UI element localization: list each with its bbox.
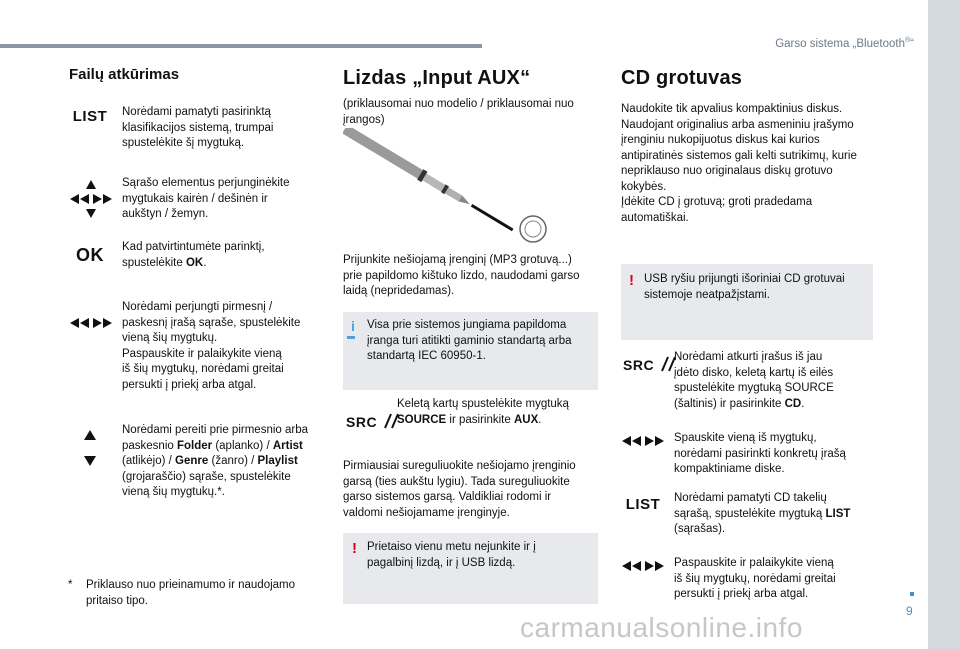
page-number: 9 — [906, 604, 913, 618]
header-rule — [0, 44, 482, 48]
volume-instructions: Pirmiausiai sureguliuokite nešiojamo įrenginio garsą (ties aukštu lygiu). Tada sureguliuokite garso sistemos garsą. Valdikliai rodomi ir valdomi nešiojamame įrenginyje. — [343, 460, 576, 519]
warning-box-usb-cd — [621, 264, 873, 340]
warning-icon: ! — [629, 272, 634, 289]
ok-description: Kad patvirtintumėte parinktį, spustelėkite OK. — [122, 241, 265, 269]
info-standards-text: Visa prie sistemos jungiama papildoma įranga turi atitikti gaminio standartą arba standartą IEC 60950-1. — [367, 319, 572, 362]
fast-seek-description: Paspauskite ir palaikykite vieną iš šių mygtukų, norėdami greitai persukti į priekį arba atgal. — [674, 557, 836, 600]
page-marker — [910, 592, 914, 596]
source-button-icon: SRC — [346, 413, 400, 432]
warning-box-aux-usb — [343, 533, 598, 604]
list-description: Norėdami pamatyti pasirinktą klasifikacijos sistemą, trumpai spustelėkite šį mygtuką. — [122, 106, 274, 149]
warning-aux-usb-text: Prietaiso vienu metu nejunkite ir į pagalbinį lizdą, ir į USB lizdą. — [367, 541, 536, 569]
track-select-description: Spauskite vieną iš mygtukų, norėdami pasirinkti konkretų įrašą kompaktiniame diske. — [674, 432, 846, 475]
connect-instructions: Prijunkite nešiojamą įrenginį (MP3 grotuvą...) prie papildomo kištuko lizdo, naudodami garso laidą (nepridedamas). — [343, 254, 580, 297]
side-tab-bar — [928, 0, 960, 649]
prev-next-description: Norėdami perjungti pirmesnį / paskesnį įrašą sąraše, spustelėkite vieną šių mygtukų. Paspauskite ir palaikykite vieną iš šių mygtukų, norėdami greitai persukti į priekį arba atgal. — [122, 301, 301, 391]
footnote-marker: * — [68, 579, 73, 591]
footnote-text: Priklauso nuo prieinamumo ir naudojamo pritaiso tipo. — [86, 579, 296, 607]
prev-next-arrows-icon — [68, 315, 114, 331]
jack-plug-illustration — [343, 128, 548, 244]
arrows-description: Sąrašo elementus perjunginėkite mygtukais kairėn / dešinėn ir aukštyn / žemyn. — [122, 177, 290, 220]
heading-cd-player: CD grotuvas — [621, 67, 743, 89]
list-button-icon: LIST — [72, 108, 108, 125]
aux-availability-note: (priklausomai nuo modelio / priklausomai nuo įrangos) — [343, 98, 574, 126]
heading-input-aux: Lizdas „Input AUX“ — [343, 67, 531, 89]
info-icon: i — [351, 318, 355, 334]
info-box-standards — [343, 312, 598, 390]
cd-list-description: Norėdami pamatyti CD takelių sąrašą, spustelėkite mygtuką LIST (sąrašas). — [674, 492, 851, 535]
ok-button-icon: OK — [76, 245, 104, 265]
cd-intro-text: Naudokite tik apvalius kompaktinius diskus. Naudojant originalius arba asmeniniu įrašymo įrenginiu nukopijuotus diskus kai kurios antipiratinės sistemos gali kelti sutrikimų, kurie nepriklauso nuo originalaus diskų grotuvo kokybės. Įdėkite CD į grotuvą; groti pradedama automatiškai. — [621, 103, 857, 224]
warning-icon: ! — [352, 540, 357, 557]
list-button-icon: LIST — [625, 496, 661, 513]
up-down-description: Norėdami pereiti prie pirmesnio arba paskesnio Folder (aplanko) / Artist (atlikėjo) / Genre (žanro) / Playlist (grojaraščio) sąraše, spustelėkite vieną šių mygtukų.*. — [122, 424, 308, 498]
source-aux-instruction: Keletą kartų spustelėkite mygtuką SOURCE ir pasirinkite AUX. — [397, 398, 569, 426]
heading-file-playback: Failų atkūrimas — [69, 66, 180, 83]
watermark: carmanualsonline.info — [520, 612, 803, 643]
prev-next-arrows-icon — [620, 433, 666, 449]
fast-forward-rewind-icon — [620, 558, 666, 574]
warning-usb-cd-text: USB ryšiu prijungti išoriniai CD grotuvai sistemoje neatpažįstami. — [644, 273, 845, 301]
four-way-arrows-icon — [68, 178, 114, 220]
up-down-arrows-icon — [82, 428, 98, 468]
source-cd-instruction: Norėdami atkurti įrašus iš jau įdėto disko, keletą kartų iš eilės spustelėkite mygtuką SOURCE (šaltinis) ir pasirinkite CD. — [674, 351, 834, 410]
source-button-icon: SRC — [623, 356, 677, 375]
section-title: Garso sistema „Bluetooth®“ — [775, 37, 914, 50]
